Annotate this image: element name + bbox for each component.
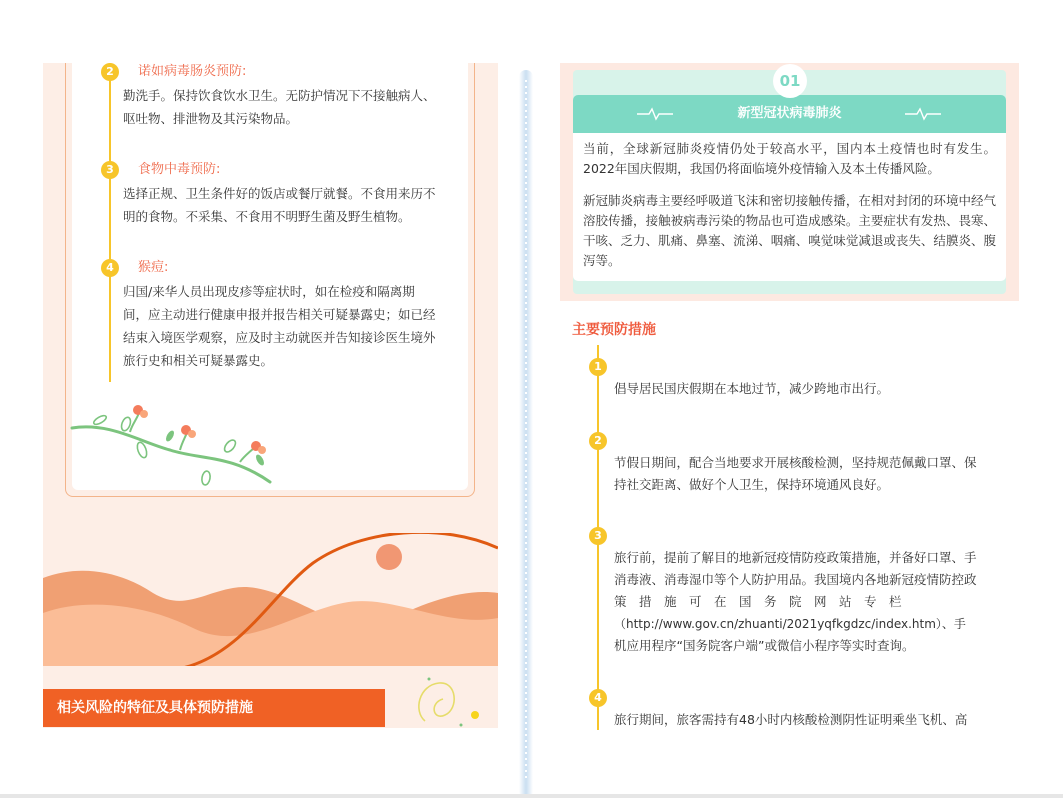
risk-text <box>123 84 436 130</box>
measure-text <box>614 709 992 730</box>
text-line: 归国/来华人员出现皮疹等症状时，如在检疫和隔离期 <box>123 284 415 299</box>
text-line: 旅行史和相关可疑暴露史。 <box>123 353 274 368</box>
measure-text <box>614 547 992 657</box>
text-line: 消毒液、消毒湿巾等个人防护用品。我国境内各地新冠疫情防控政 <box>614 572 977 587</box>
text-line: 节假日期间，配合当地要求开展核酸检测，坚持规范佩戴口罩、保 <box>614 455 977 470</box>
number-circle: 3 <box>101 161 119 179</box>
text-line: 间，应主动进行健康申报并报告相关可疑暴露史；如已经 <box>123 307 436 322</box>
risk-title: 猴痘: <box>138 260 169 275</box>
text-line: 明的食物。不采集、不食用不明野生菌及野生植物。 <box>123 209 411 224</box>
text-line: （http://www.gov.cn/zhuanti/2021yqfkgdzc/index.htm）、手 <box>614 617 966 631</box>
number-circle: 3 <box>589 527 607 545</box>
measures-title: 主要预防措施 <box>572 322 656 338</box>
flower-vine-illustration <box>70 402 280 492</box>
swirl-decoration <box>405 671 498 728</box>
section-banner: 相关风险的特征及具体预防措施 <box>43 689 385 727</box>
text-line: 策 措 施 可 在 国 务 院 网 站 专 栏 <box>614 594 902 609</box>
bottom-rule <box>0 794 1063 798</box>
text-line: 倡导居民国庆假期在本地过节，减少跨地市出行。 <box>614 381 890 396</box>
number-circle: 1 <box>589 358 607 376</box>
risk-title: 食物中毒预防: <box>138 162 221 177</box>
text-line: 结束入境医学观察，应及时主动就医并告知接诊医生境外 <box>123 330 436 345</box>
divider-dots <box>525 80 527 780</box>
hills-illustration <box>43 533 498 668</box>
text-line: 选择正规、卫生条件好的饭店或餐厅就餐。不食用来历不 <box>123 186 436 201</box>
left-panel <box>43 63 498 728</box>
text-line: 呕吐物、排泄物及其污染物品。 <box>123 111 299 126</box>
measure-text <box>614 452 992 496</box>
text-line: 旅行前，提前了解目的地新冠疫情防疫政策措施，并备好口罩、手 <box>614 550 977 565</box>
text-line: 勤洗手。保持饮食饮水卫生。无防护情况下不接触病人、 <box>123 88 436 103</box>
text-line: 旅行期间，旅客需持有48小时内核酸检测阴性证明乘坐飞机、高 <box>614 712 968 727</box>
covid-paragraph: 当前，全球新冠肺炎疫情仍处于较高水平，国内本土疫情也时有发生。2022年国庆假期，我国仍将面临境外疫情输入及本土传播风险。 <box>583 141 996 176</box>
heartbeat-icon <box>905 107 941 121</box>
risk-card <box>65 63 475 497</box>
covid-body <box>573 133 1006 281</box>
covid-section <box>560 63 1019 301</box>
risk-title: 诺如病毒肠炎预防: <box>138 64 247 79</box>
text-line: 机应用程序“国务院客户端”或微信小程序等实时查询。 <box>614 638 915 653</box>
number-circle: 2 <box>101 63 119 81</box>
number-circle: 4 <box>101 259 119 277</box>
measure-text <box>614 378 992 400</box>
risk-text <box>123 182 436 228</box>
number-circle: 2 <box>589 432 607 450</box>
timeline-line <box>109 63 111 382</box>
section-number-badge: 01 <box>773 64 807 98</box>
covid-paragraph: 新冠肺炎病毒主要经呼吸道飞沫和密切接触传播，在相对封闭的环境中经气溶胶传播，接触被病毒污染的物品也可造成感染。主要症状有发热、畏寒、干咳、乏力、肌痛、鼻塞、流涕、咽痛、嗅觉味觉减退或丧失、结膜炎、腹泻等。 <box>583 193 996 268</box>
text-line: 持社交距离、做好个人卫生，保持环境通风良好。 <box>614 477 890 492</box>
covid-title: 新型冠状病毒肺炎 <box>737 106 842 121</box>
number-circle: 4 <box>589 689 607 707</box>
risk-card-inner <box>72 63 468 490</box>
covid-header <box>573 95 1006 133</box>
risk-text <box>123 280 436 372</box>
